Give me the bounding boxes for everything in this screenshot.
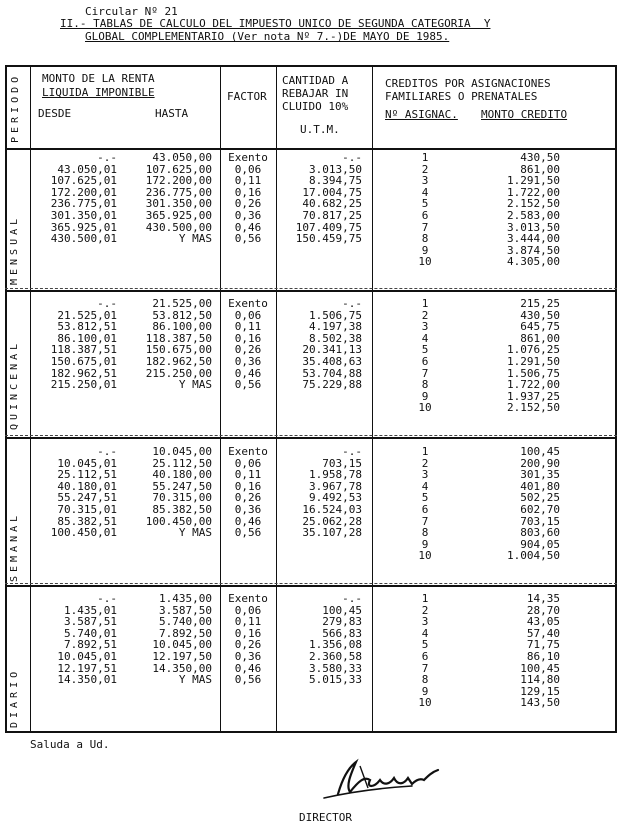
factor-value: 0,06 <box>234 308 262 322</box>
factor-value: Exento <box>228 592 268 605</box>
cantidad-value: -.- <box>342 445 362 458</box>
factor-value: 0,11 <box>234 174 262 188</box>
desde-value: 150.675,01 <box>50 355 117 368</box>
credito-value: 861,00 <box>520 162 560 176</box>
asignacion-value: 5 <box>421 197 429 211</box>
section-divider <box>5 585 617 587</box>
credito-value: 200,90 <box>520 456 560 470</box>
factor-value: 0,36 <box>234 355 262 368</box>
desde-value: 7.892,51 <box>64 638 117 652</box>
period-label: SEMANAL <box>9 511 20 582</box>
periodo-header: PERIODO <box>10 72 21 143</box>
asignacion-value: 4 <box>421 626 429 640</box>
desde-value: 301.350,01 <box>50 209 117 222</box>
credito-value: 1.937,25 <box>507 389 560 403</box>
factor-value: 0,36 <box>234 503 262 516</box>
hasta-value: 365.925,00 <box>145 209 212 222</box>
hasta-value: 215.250,00 <box>145 366 212 380</box>
asignacion-value: 9 <box>421 537 429 551</box>
credito-value: 71,75 <box>526 638 560 652</box>
credito-value: 2.152,50 <box>507 401 560 415</box>
asignacion-value: 10 <box>418 401 432 415</box>
credito-value: 1.004,50 <box>507 549 560 563</box>
document-title-line2: GLOBAL COMPLEMENTARIO (Ver nota Nº 7.-)DE MAYO DE 1985. <box>85 30 450 43</box>
asignacion-value: 4 <box>421 331 429 345</box>
period-label: QUINCENAL <box>9 339 20 430</box>
hasta-value: 55.247,50 <box>152 479 212 493</box>
hasta-value: 1.435,00 <box>159 592 212 605</box>
desde-value: 10.045,01 <box>57 650 117 663</box>
monto-header-line2: LIQUIDA IMPONIBLE <box>42 86 155 99</box>
cantidad-value: 9.492,53 <box>309 491 362 505</box>
cantidad-value: 566,83 <box>322 626 362 640</box>
hasta-value: 21.525,00 <box>152 297 212 310</box>
credito-value: 430,50 <box>520 151 560 164</box>
cantidad-value: 20.341,13 <box>302 343 362 357</box>
asignacion-value: 9 <box>421 389 429 403</box>
cantidad-value: 4.197,38 <box>309 320 362 334</box>
asignacion-value: 7 <box>421 514 429 528</box>
asignacion-value: 8 <box>421 673 429 687</box>
desde-value: 365.925,01 <box>50 220 117 234</box>
desde-value: 12.197,51 <box>57 661 117 675</box>
cantidad-value: -.- <box>342 151 362 164</box>
credito-value: 57,40 <box>526 626 560 640</box>
factor-value: 0,46 <box>234 220 262 234</box>
desde-value: -.- <box>97 297 117 310</box>
cantidad-value: 75.229,88 <box>302 378 362 392</box>
factor-value: Exento <box>228 297 268 310</box>
credito-value: 803,60 <box>520 526 560 540</box>
cantidad-value: 16.524,03 <box>302 503 362 516</box>
credito-value: 430,50 <box>520 308 560 322</box>
credito-value: 1.722,00 <box>507 378 560 392</box>
factor-value: Exento <box>228 151 268 164</box>
hasta-value: 14.350,00 <box>152 661 212 675</box>
factor-header: FACTOR <box>227 90 267 103</box>
credito-value: 4.305,00 <box>507 255 560 269</box>
cantidad-value: 3.013,50 <box>309 162 362 176</box>
factor-value: 0,46 <box>234 661 262 675</box>
desde-value: 10.045,01 <box>57 456 117 470</box>
factor-value: 0,26 <box>234 491 262 505</box>
credito-value: 645,75 <box>520 320 560 334</box>
cantidad-value: 3.967,78 <box>309 479 362 493</box>
cantidad-header-line4: U.T.M. <box>300 123 340 136</box>
asignacion-value: 3 <box>421 320 429 334</box>
credito-value: 143,50 <box>520 696 560 710</box>
divider-factor <box>220 65 221 733</box>
asignacion-value: 1 <box>421 297 429 310</box>
hasta-value: 182.962,50 <box>145 355 212 368</box>
hasta-value: 10.045,00 <box>152 638 212 652</box>
asignacion-value: 2 <box>421 162 429 176</box>
cantidad-value: 1.356,08 <box>309 638 362 652</box>
factor-value: 0,06 <box>234 603 262 617</box>
desde-value: 53.812,51 <box>57 320 117 334</box>
circular-number: Circular Nº 21 <box>85 5 178 18</box>
hasta-value: 53.812,50 <box>152 308 212 322</box>
asignacion-value: 8 <box>421 526 429 540</box>
asignacion-value: 3 <box>421 468 429 482</box>
factor-value: 0,26 <box>234 343 262 357</box>
asignacion-value: 1 <box>421 445 429 458</box>
desde-value: 55.247,51 <box>57 491 117 505</box>
cantidad-value: 8.394,75 <box>309 174 362 188</box>
cantidad-value: 35.408,63 <box>302 355 362 368</box>
credito-value: 114,80 <box>520 673 560 687</box>
credito-value: 1.506,75 <box>507 366 560 380</box>
period-label: MENSUAL <box>9 214 20 285</box>
hasta-value: 10.045,00 <box>152 445 212 458</box>
desde-value: 14.350,01 <box>57 673 117 687</box>
cantidad-value: 279,83 <box>322 615 362 629</box>
desde-value: 85.382,51 <box>57 514 117 528</box>
credito-value: 215,25 <box>520 297 560 310</box>
hasta-value: 118.387,50 <box>145 331 212 345</box>
cantidad-value: 53.704,88 <box>302 366 362 380</box>
hasta-value: 3.587,50 <box>159 603 212 617</box>
hasta-value: 100.450,00 <box>145 514 212 528</box>
factor-value: 0,11 <box>234 320 262 334</box>
hasta-value: 70.315,00 <box>152 491 212 505</box>
desde-value: 100.450,01 <box>50 526 117 540</box>
factor-value: 0,16 <box>234 331 262 345</box>
cantidad-value: 100,45 <box>322 603 362 617</box>
credito-value: 43,05 <box>526 615 560 629</box>
hasta-value: 40.180,00 <box>152 468 212 482</box>
cantidad-header-line1: CANTIDAD A <box>282 74 349 87</box>
creditos-header-line2: FAMILIARES O PRENATALES <box>385 90 538 103</box>
desde-value: 86.100,01 <box>57 331 117 345</box>
factor-value: Exento <box>228 445 268 458</box>
credito-value: 86,10 <box>526 650 560 663</box>
credito-value: 3.444,00 <box>507 232 560 246</box>
desde-value: 25.112,51 <box>57 468 117 482</box>
credito-value: 401,80 <box>520 479 560 493</box>
credito-value: 703,15 <box>520 514 560 528</box>
hasta-value: 301.350,00 <box>145 197 212 211</box>
hasta-value: 107.625,00 <box>145 162 212 176</box>
desde-value: 430.500,01 <box>50 232 117 246</box>
cantidad-value: 5.015,33 <box>309 673 362 687</box>
credito-value: 3.013,50 <box>507 220 560 234</box>
asignacion-value: 10 <box>418 255 432 269</box>
desde-value: 21.525,01 <box>57 308 117 322</box>
asignacion-value: 2 <box>421 456 429 470</box>
desde-value: -.- <box>97 445 117 458</box>
hasta-value: 236.775,00 <box>145 185 212 199</box>
credito-value: 14,35 <box>526 592 560 605</box>
monto-credito-header: MONTO CREDITO <box>481 108 568 121</box>
hasta-value: 85.382,50 <box>152 503 212 516</box>
desde-value: -.- <box>97 151 117 164</box>
factor-value: 0,06 <box>234 456 262 470</box>
credito-value: 100,45 <box>520 661 560 675</box>
desde-value: -.- <box>97 592 117 605</box>
credito-value: 129,15 <box>520 684 560 698</box>
asignacion-value: 6 <box>421 355 429 368</box>
factor-value: 0,26 <box>234 638 262 652</box>
cantidad-value: 1.958,78 <box>309 468 362 482</box>
asignacion-value: 4 <box>421 479 429 493</box>
hasta-value: Y MAS <box>178 673 212 687</box>
cantidad-value: 2.360,58 <box>309 650 362 663</box>
credito-value: 502,25 <box>520 491 560 505</box>
credito-value: 1.076,25 <box>507 343 560 357</box>
credito-value: 2.583,00 <box>507 209 560 222</box>
credito-value: 2.152,50 <box>507 197 560 211</box>
credito-value: 861,00 <box>520 331 560 345</box>
divider-creditos <box>372 65 373 733</box>
divider-cantidad <box>276 65 277 733</box>
asignacion-value: 6 <box>421 209 429 222</box>
desde-value: 107.625,01 <box>50 174 117 188</box>
factor-value: 0,11 <box>234 468 262 482</box>
asignacion-value: 3 <box>421 615 429 629</box>
asignacion-value: 3 <box>421 174 429 188</box>
creditos-header-line1: CREDITOS POR ASIGNACIONES <box>385 77 551 90</box>
factor-value: 0,56 <box>234 378 262 392</box>
cantidad-value: 703,15 <box>322 456 362 470</box>
signature-image <box>320 758 450 800</box>
hasta-value: 150.675,00 <box>145 343 212 357</box>
hasta-value: 172.200,00 <box>145 174 212 188</box>
header-bottom-rule <box>5 148 617 150</box>
cantidad-value: -.- <box>342 297 362 310</box>
hasta-value: 430.500,00 <box>145 220 212 234</box>
desde-value: 236.775,01 <box>50 197 117 211</box>
credito-value: 1.722,00 <box>507 185 560 199</box>
factor-value: 0,56 <box>234 232 262 246</box>
credito-value: 1.291,50 <box>507 355 560 368</box>
hasta-value: 43.050,00 <box>152 151 212 164</box>
factor-value: 0,36 <box>234 650 262 663</box>
factor-value: 0,56 <box>234 673 262 687</box>
closing-greeting: Saluda a Ud. <box>30 738 110 751</box>
factor-value: 0,26 <box>234 197 262 211</box>
section-divider <box>5 437 617 439</box>
credito-value: 904,05 <box>520 537 560 551</box>
hasta-value: Y MAS <box>178 232 212 246</box>
asignacion-value: 6 <box>421 650 429 663</box>
document-title-line1: II.- TABLAS DE CALCULO DEL IMPUESTO UNICO DE SEGUNDA CATEGORIA Y <box>60 17 491 30</box>
section-divider <box>5 288 617 289</box>
desde-value: 215.250,01 <box>50 378 117 392</box>
cantidad-value: 40.682,25 <box>302 197 362 211</box>
factor-value: 0,46 <box>234 514 262 528</box>
period-label: DIARIO <box>9 667 20 728</box>
desde-value: 182.962,51 <box>50 366 117 380</box>
nro-asignac-header: Nº ASIGNAC. <box>385 108 458 121</box>
cantidad-value: 25.062,28 <box>302 514 362 528</box>
cantidad-value: -.- <box>342 592 362 605</box>
desde-value: 1.435,01 <box>64 603 117 617</box>
factor-value: 0,06 <box>234 162 262 176</box>
cantidad-value: 17.004,75 <box>302 185 362 199</box>
cantidad-value: 3.580,33 <box>309 661 362 675</box>
asignacion-value: 1 <box>421 592 429 605</box>
asignacion-value: 5 <box>421 491 429 505</box>
asignacion-value: 7 <box>421 661 429 675</box>
credito-value: 3.874,50 <box>507 243 560 257</box>
monto-header-line1: MONTO DE LA RENTA <box>42 72 155 85</box>
hasta-header: HASTA <box>155 107 189 120</box>
factor-value: 0,16 <box>234 185 262 199</box>
hasta-value: 86.100,00 <box>152 320 212 334</box>
asignacion-value: 6 <box>421 503 429 516</box>
desde-value: 43.050,01 <box>57 162 117 176</box>
cantidad-value: 35.107,28 <box>302 526 362 540</box>
factor-value: 0,56 <box>234 526 262 540</box>
asignacion-value: 4 <box>421 185 429 199</box>
desde-value: 172.200,01 <box>50 185 117 199</box>
factor-value: 0,11 <box>234 615 262 629</box>
desde-value: 5.740,01 <box>64 626 117 640</box>
credito-value: 1.291,50 <box>507 174 560 188</box>
credito-value: 301,35 <box>520 468 560 482</box>
factor-value: 0,46 <box>234 366 262 380</box>
asignacion-value: 10 <box>418 696 432 710</box>
asignacion-value: 2 <box>421 308 429 322</box>
asignacion-value: 9 <box>421 684 429 698</box>
cantidad-header-line3: CLUIDO 10% <box>282 100 349 113</box>
asignacion-value: 10 <box>418 549 432 563</box>
asignacion-value: 5 <box>421 343 429 357</box>
cantidad-value: 150.459,75 <box>295 232 362 246</box>
section-divider <box>5 583 617 584</box>
credito-value: 602,70 <box>520 503 560 516</box>
asignacion-value: 5 <box>421 638 429 652</box>
factor-value: 0,16 <box>234 626 262 640</box>
asignacion-value: 2 <box>421 603 429 617</box>
desde-header: DESDE <box>38 107 72 120</box>
asignacion-value: 8 <box>421 378 429 392</box>
desde-value: 40.180,01 <box>57 479 117 493</box>
hasta-value: 5.740,00 <box>159 615 212 629</box>
asignacion-value: 8 <box>421 232 429 246</box>
cantidad-header-line2: REBAJAR IN <box>282 87 349 100</box>
desde-value: 118.387,51 <box>50 343 117 357</box>
cantidad-value: 1.506,75 <box>309 308 362 322</box>
credito-value: 28,70 <box>526 603 560 617</box>
credito-value: 100,45 <box>520 445 560 458</box>
cantidad-value: 8.502,38 <box>309 331 362 345</box>
hasta-value: Y MAS <box>178 526 212 540</box>
hasta-value: 7.892,50 <box>159 626 212 640</box>
hasta-value: 25.112,50 <box>152 456 212 470</box>
desde-value: 70.315,01 <box>57 503 117 516</box>
director-title: DIRECTOR <box>299 811 352 824</box>
section-divider <box>5 435 617 436</box>
asignacion-value: 7 <box>421 366 429 380</box>
asignacion-value: 7 <box>421 220 429 234</box>
asignacion-value: 9 <box>421 243 429 257</box>
hasta-value: Y MAS <box>178 378 212 392</box>
asignacion-value: 1 <box>421 151 429 164</box>
hasta-value: 12.197,50 <box>152 650 212 663</box>
desde-value: 3.587,51 <box>64 615 117 629</box>
cantidad-value: 107.409,75 <box>295 220 362 234</box>
cantidad-value: 70.817,25 <box>302 209 362 222</box>
factor-value: 0,16 <box>234 479 262 493</box>
section-divider <box>5 290 617 292</box>
factor-value: 0,36 <box>234 209 262 222</box>
